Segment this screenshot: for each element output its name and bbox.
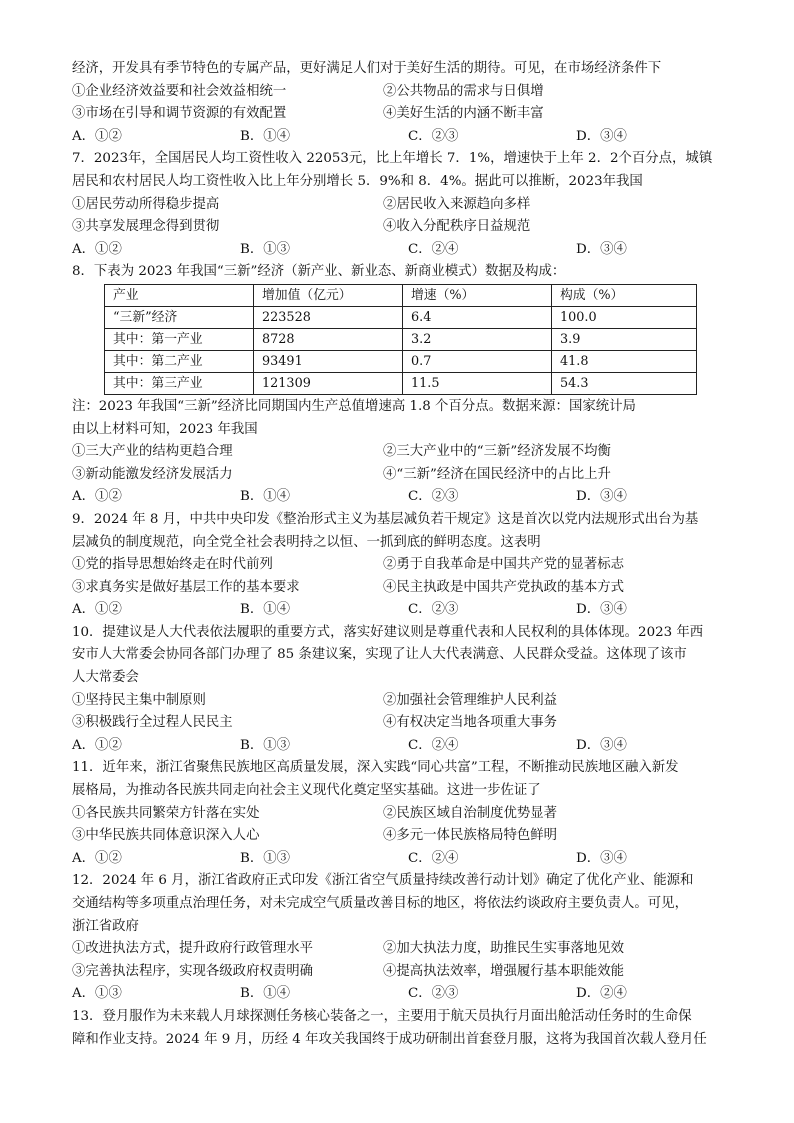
q10-option-2: ②加强社会管理维护人民利益 (383, 692, 558, 708)
q12-stem-line3: 浙江省政府 (72, 918, 139, 934)
q6-answer-b: B．①④ (240, 128, 291, 144)
exam-page (72, 58, 722, 1051)
table-cell: 100.0 (552, 306, 697, 328)
table-cell: 93491 (254, 350, 403, 372)
q9-answer-a: A．①② (72, 602, 122, 618)
table-cell: 121309 (254, 372, 403, 394)
q11-stem-line2: 展格局，为推动各民族共同走向社会主义现代化奠定坚实基础。这进一步佐证了 (72, 783, 541, 799)
q12-option-1: ①改进执法方式，提升政府行政管理水平 (72, 941, 314, 957)
q9-option-3: ③求真务实是做好基层工作的基本要求 (72, 579, 300, 595)
q7-option-1: ①居民劳动所得稳步提高 (72, 196, 220, 212)
q9-answer-d: D．③④ (576, 602, 627, 618)
q10-answer-a: A．①② (72, 737, 122, 753)
q7-options-row1 (72, 194, 722, 217)
q8-option-2: ②三大产业中的“三新”经济发展不均衡 (383, 444, 611, 460)
q9-option-2: ②勇于自我革命是中国共产党的显著标志 (383, 557, 625, 573)
q12-option-4: ④提高执法效率，增强履行基本职能效能 (383, 963, 625, 979)
table-cell: 其中：第三产业 (105, 372, 254, 394)
q10-answer-b: B．①③ (240, 737, 291, 753)
q9-stem-line2: 层减负的制度规范，向全党全社会表明持之以恒、一抓到底的鲜明态度。这表明 (72, 534, 541, 550)
q7-answer-b: B．①③ (240, 241, 291, 257)
q12-option-3: ③完善执法程序，实现各级政府权责明确 (72, 963, 314, 979)
q8-note-line2: 由以上材料可知，2023 年我国 (72, 421, 258, 437)
q10-stem-line3: 人大常委会 (72, 670, 139, 686)
q6-answer-c: C．②③ (408, 128, 459, 144)
q11-answer-c: C．②④ (408, 850, 459, 866)
table-cell: 3.9 (552, 328, 697, 350)
q11-answer-a: A．①② (72, 850, 122, 866)
q7-stem-line1: 7．2023年，全国居民人均工资性收入 22053元，比上年增长 7．1%，增速快于上年 2．2个百分点，城镇 (72, 151, 713, 167)
q9-options-row2 (72, 577, 722, 600)
q7-stem-line2: 居民和农村居民人均工资性收入比上年分别增长 5．9%和 8．4%。据此可以推断，2023年我国 (72, 173, 643, 189)
q8-answers (72, 486, 722, 509)
q10-options-row2 (72, 712, 722, 735)
q8-options-row1 (72, 441, 722, 464)
q11-option-3: ③中华民族共同体意识深入人心 (72, 828, 260, 844)
table-cell: 其中：第二产业 (105, 350, 254, 372)
table-cell: 8728 (254, 328, 403, 350)
q9-option-1: ①党的指导思想始终走在时代前列 (72, 557, 273, 573)
q11-answer-d: D．③④ (576, 850, 627, 866)
table-header-cell: 增加值（亿元） (254, 284, 403, 306)
table-cell: 0.7 (403, 350, 552, 372)
q6-answer-d: D．③④ (576, 128, 627, 144)
q11-options-row1 (72, 803, 722, 826)
q7-answers (72, 239, 722, 262)
q6-stem: 经济，开发具有季节特色的专属产品，更好满足人们对于美好生活的期待。可见，在市场经济条件下 (72, 61, 662, 76)
q11-answers (72, 848, 722, 871)
q8-stem: 8．下表为 2023 年我国“三新”经济（新产业、新业态、新商业模式）数据及构成： (72, 264, 566, 280)
q7-option-4: ④收入分配秩序日益规范 (383, 219, 531, 235)
table-cell: 41.8 (552, 350, 697, 372)
q10-stem-line1: 10．提建议是人大代表依法履职的重要方式，落实好建议则是尊重代表和人民权利的具体体现。2023 年西 (72, 624, 704, 640)
q6-answer-a: A．①② (72, 128, 122, 144)
q8-table-wrapper (72, 284, 722, 396)
q8-answer-a: A．①② (72, 489, 122, 505)
table-cell: 6.4 (403, 306, 552, 328)
q9-option-4: ④民主执政是中国共产党执政的基本方式 (383, 579, 625, 595)
q9-answer-b: B．①④ (240, 602, 291, 618)
table-header-row (105, 284, 697, 306)
table-cell: 其中：第一产业 (105, 328, 254, 350)
q9-options-row1 (72, 554, 722, 577)
q7-options-row2 (72, 216, 722, 239)
q6-option-2: ②公共物品的需求与日俱增 (383, 83, 544, 99)
q10-answers (72, 735, 722, 758)
q6-option-1: ①企业经济效益要和社会效益相统一 (72, 83, 287, 99)
q7-answer-c: C．②④ (408, 241, 459, 257)
q8-answer-d: D．③④ (576, 489, 627, 505)
q8-option-4: ④“三新”经济在国民经济中的占比上升 (383, 466, 611, 482)
q11-answer-b: B．①③ (240, 850, 291, 866)
q13-stem-line1: 13．登月服作为未来载人月球探测任务核心装备之一，主要用于航天员执行月面出舱活动任务时的生命保 (72, 1008, 692, 1024)
q12-options-row2 (72, 961, 722, 984)
q8-option-1: ①三大产业的结构更趋合理 (72, 444, 233, 460)
q6-options-row1 (72, 81, 722, 104)
q10-answer-d: D．③④ (576, 737, 627, 753)
q8-answer-c: C．②③ (408, 489, 459, 505)
q8-note-line1: 注：2023 年我国“三新”经济比同期国内生产总值增速高 1.8 个百分点。数据来源：国家统计局 (72, 398, 636, 414)
table-header-cell: 构成（%） (552, 284, 697, 306)
table-header-cell: 产业 (105, 284, 254, 306)
q6-option-3: ③市场在引导和调节资源的有效配置 (72, 106, 287, 122)
table-row (105, 306, 697, 328)
q10-options-row1 (72, 690, 722, 713)
q12-options-row1 (72, 938, 722, 961)
q11-option-4: ④多元一体民族格局特色鲜明 (383, 828, 558, 844)
table-cell: 3.2 (403, 328, 552, 350)
q10-answer-c: C．②④ (408, 737, 459, 753)
table-cell: 11.5 (403, 372, 552, 394)
q7-option-2: ②居民收入来源趋向多样 (383, 196, 531, 212)
table-cell: 223528 (254, 306, 403, 328)
q12-option-2: ②加大执法力度，助推民生实事落地见效 (383, 941, 625, 957)
q11-option-2: ②民族区域自治制度优势显著 (383, 805, 558, 821)
q7-answer-d: D．③④ (576, 241, 627, 257)
q7-option-3: ③共享发展理念得到贯彻 (72, 219, 220, 235)
q7-answer-a: A．①② (72, 241, 122, 257)
q10-stem-line2: 安市人大常委会协同各部门办理了 85 条建议案，实现了让人大代表满意、人民群众受益。这体现了该市 (72, 647, 687, 663)
table-header-cell: 增速（%） (403, 284, 552, 306)
q11-stem-line1: 11．近年来，浙江省聚焦民族地区高质量发展，深入实践“同心共富”工程，不断推动民族地区融入新发 (72, 760, 679, 776)
q6-options-row2 (72, 103, 722, 126)
q8-option-3: ③新动能激发经济发展活力 (72, 466, 233, 482)
table-cell: “三新”经济 (105, 306, 254, 328)
q12-answer-c: C．②③ (408, 986, 459, 1002)
q12-answer-b: B．①④ (240, 986, 291, 1002)
q6-answers (72, 126, 722, 149)
table-row (105, 328, 697, 350)
q9-answers (72, 599, 722, 622)
q13-stem-line2: 障和作业支持。2024 年 9 月，历经 4 年攻关我国终于成功研制出首套登月服，这将为我国首次载人登月任 (72, 1031, 707, 1047)
q8-answer-b: B．①④ (240, 489, 291, 505)
q10-option-4: ④有权决定当地各项重大事务 (383, 715, 558, 731)
q11-options-row2 (72, 825, 722, 848)
table-row (105, 372, 697, 394)
table-cell: 54.3 (552, 372, 697, 394)
q12-answer-a: A．①③ (72, 986, 122, 1002)
q8-data-table (104, 284, 697, 395)
q6-option-4: ④美好生活的内涵不断丰富 (383, 106, 544, 122)
q12-answer-d: D．②④ (576, 986, 627, 1002)
q12-answers (72, 983, 722, 1006)
q12-stem-line1: 12．2024 年 6 月，浙江省政府正式印发《浙江省空气质量持续改善行动计划》确定了优化产业、能源和 (72, 873, 694, 889)
q8-options-row2 (72, 464, 722, 487)
q10-option-1: ①坚持民主集中制原则 (72, 692, 206, 708)
q12-stem-line2: 交通结构等多项重点治理任务，对未完成空气质量改善目标的地区，将依法约谈政府主要负责人。可见， (72, 896, 688, 911)
q9-stem-line1: 9．2024 年 8 月，中共中央印发《整治形式主义为基层减负若干规定》这是首次以党内法规形式出台为基 (72, 511, 699, 527)
q11-option-1: ①各民族共同繁荣方针落在实处 (72, 805, 260, 821)
q10-option-3: ③积极践行全过程人民民主 (72, 715, 233, 731)
q9-answer-c: C．②③ (408, 602, 459, 618)
table-row (105, 350, 697, 372)
